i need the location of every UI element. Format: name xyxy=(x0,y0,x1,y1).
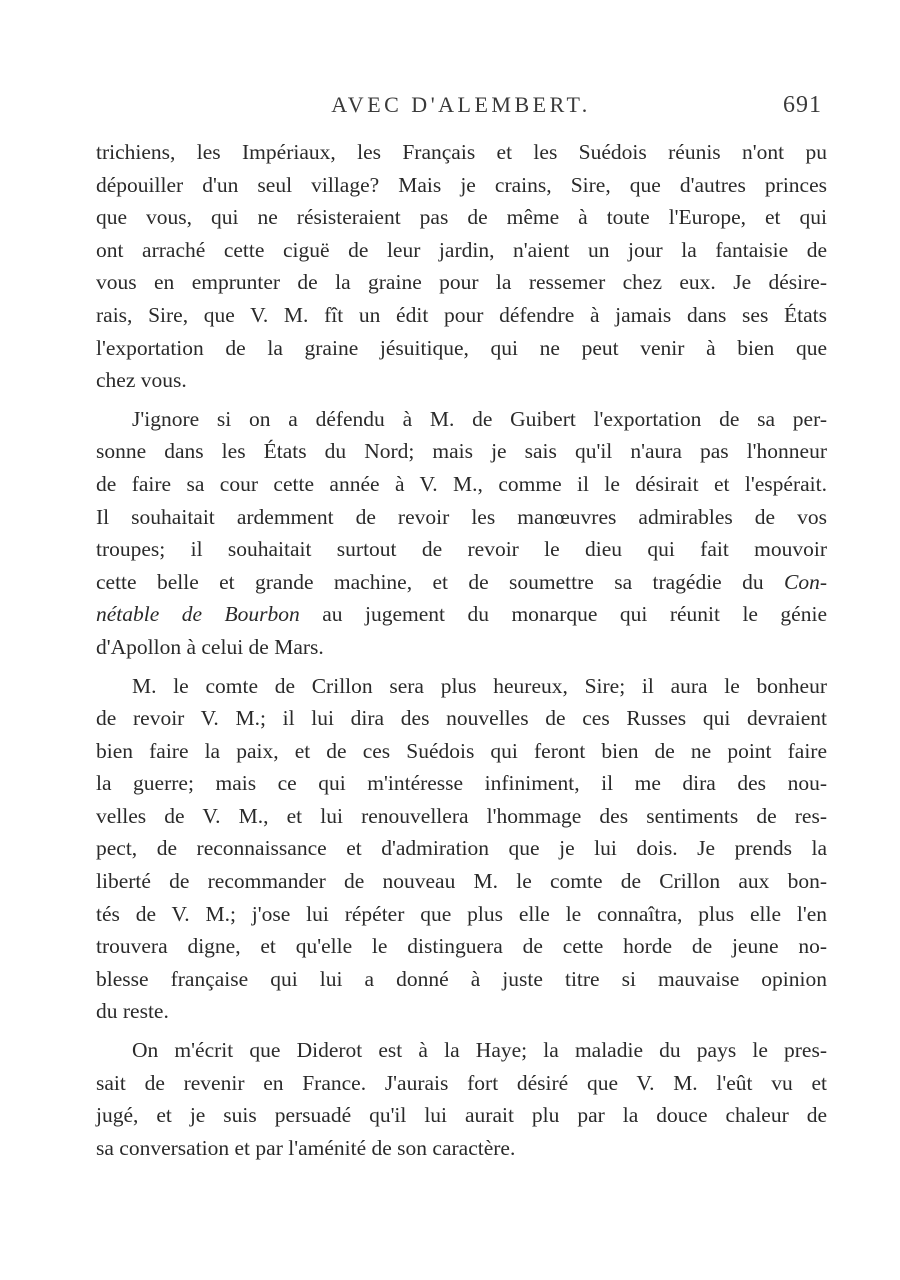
running-title: AVEC D'ALEMBERT. xyxy=(331,92,591,117)
body-text xyxy=(96,136,827,1170)
text-line xyxy=(96,963,827,996)
text-run: vous en emprunter de la graine pour la ressemer chez eux. Je désire- xyxy=(96,270,827,295)
paragraph xyxy=(96,1034,827,1164)
running-header xyxy=(96,92,826,124)
text-run: jugé, et je suis persuadé qu'il lui aurait plu par la douce chaleur de xyxy=(96,1103,827,1128)
text-run: que vous, qui ne résisteraient pas de même à toute l'Europe, et qui xyxy=(96,205,827,230)
text-line xyxy=(96,1132,827,1165)
text-line xyxy=(96,435,827,468)
text-run: rais, Sire, que V. M. fît un édit pour défendre à jamais dans ses États xyxy=(96,302,827,327)
italic-text: Con- xyxy=(784,569,827,594)
paragraph xyxy=(96,136,827,397)
text-line xyxy=(96,332,827,365)
text-run: Il souhaitait ardemment de revoir les manœuvres admirables de vos xyxy=(96,504,827,529)
text-line xyxy=(96,403,827,436)
text-run: trouvera digne, et qu'elle le distinguera de cette horde de jeune no- xyxy=(96,934,827,959)
text-run: trichiens, les Impériaux, les Français et les Suédois réunis n'ont pu xyxy=(96,140,827,164)
text-run: sonne dans les États du Nord; mais je sais qu'il n'aura pas l'honneur xyxy=(96,439,827,464)
text-line xyxy=(96,364,827,397)
text-line xyxy=(96,670,827,703)
text-run: blesse française qui lui a donné à juste titre si mauvaise opinion xyxy=(96,966,827,991)
text-line xyxy=(96,598,827,631)
text-run: ont arraché cette ciguë de leur jardin, n'aient un jour la fantaisie de xyxy=(96,237,827,262)
text-run: sait de revenir en France. J'aurais fort désiré que V. M. l'eût vu et xyxy=(96,1070,827,1095)
text-line xyxy=(96,631,827,664)
text-line xyxy=(96,800,827,833)
text-run: J'ignore si on a défendu à M. de Guibert l'exportation de sa per- xyxy=(132,406,827,431)
text-run: cette belle et grande machine, et de soumettre sa tragédie du xyxy=(96,569,784,594)
page-number: 691 xyxy=(783,92,822,118)
text-line xyxy=(96,832,827,865)
text-run: de revoir V. M.; il lui dira des nouvelles de ces Russes qui devraient xyxy=(96,706,827,731)
text-run: velles de V. M., et lui renouvellera l'hommage des sentiments de res- xyxy=(96,803,827,828)
text-line xyxy=(96,266,827,299)
text-run: M. le comte de Crillon sera plus heureux, Sire; il aura le bonheur xyxy=(132,673,827,698)
text-run: sa conversation et par l'aménité de son caractère. xyxy=(96,1135,516,1160)
text-run: d'Apollon à celui de Mars. xyxy=(96,634,324,659)
text-run: chez vous. xyxy=(96,368,187,393)
text-line xyxy=(96,735,827,768)
text-line xyxy=(96,1034,827,1067)
text-line xyxy=(96,234,827,267)
paragraph xyxy=(96,670,827,1029)
text-line xyxy=(96,169,827,202)
text-line xyxy=(96,702,827,735)
text-run: de faire sa cour cette année à V. M., comme il le désirait et l'espérait. xyxy=(96,471,827,496)
text-line xyxy=(96,1067,827,1100)
text-line xyxy=(96,865,827,898)
text-line xyxy=(96,533,827,566)
text-line xyxy=(96,1099,827,1132)
text-run: au jugement du monarque qui réunit le génie xyxy=(299,602,827,627)
italic-text: nétable de Bourbon xyxy=(96,602,300,627)
text-run: liberté de recommander de nouveau M. le comte de Crillon aux bon- xyxy=(96,869,827,894)
text-run: troupes; il souhaitait surtout de revoir le dieu qui fait mouvoir xyxy=(96,537,827,562)
text-line xyxy=(96,201,827,234)
text-run: la guerre; mais ce qui m'intéresse infiniment, il me dira des nou- xyxy=(96,771,827,796)
text-run: On m'écrit que Diderot est à la Haye; la maladie du pays le pres- xyxy=(132,1038,827,1063)
text-line xyxy=(96,995,827,1028)
text-run: du reste. xyxy=(96,999,169,1024)
text-run: pect, de reconnaissance et d'admiration que je lui dois. Je prends la xyxy=(96,836,827,861)
text-line xyxy=(96,898,827,931)
text-line xyxy=(96,468,827,501)
text-line xyxy=(96,566,827,599)
text-line xyxy=(96,501,827,534)
text-run: l'exportation de la graine jésuitique, qui ne peut venir à bien que xyxy=(96,335,827,360)
paragraph xyxy=(96,403,827,664)
text-run: tés de V. M.; j'ose lui répéter que plus elle le connaîtra, plus elle l'en xyxy=(96,901,827,926)
text-run: dépouiller d'un seul village? Mais je crains, Sire, que d'autres princes xyxy=(96,172,827,197)
text-line xyxy=(96,136,827,169)
text-line xyxy=(96,767,827,800)
text-line xyxy=(96,299,827,332)
text-line xyxy=(96,930,827,963)
text-run: bien faire la paix, et de ces Suédois qui feront bien de ne point faire xyxy=(96,738,827,763)
